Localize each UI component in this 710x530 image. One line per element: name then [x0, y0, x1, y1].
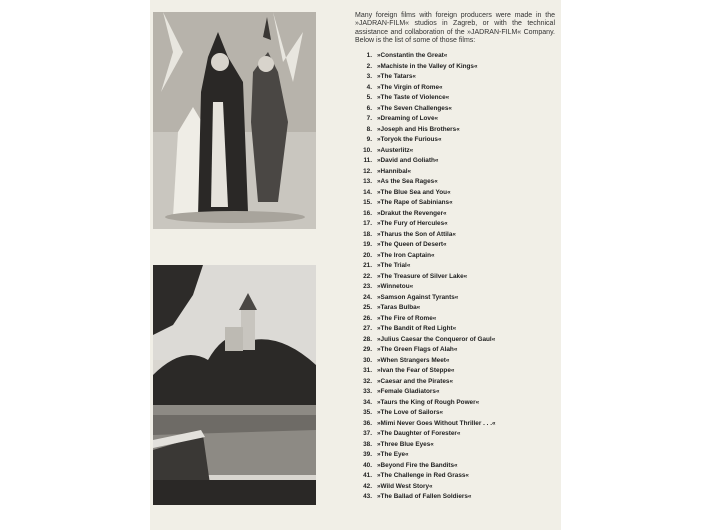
film-title: »Ivan the Fear of Steppe« — [377, 367, 455, 374]
film-list-item — [357, 219, 557, 230]
film-number: 32. — [363, 377, 372, 385]
film-list — [357, 51, 557, 503]
film-list-item — [357, 198, 557, 209]
film-title: »The Eye« — [377, 451, 409, 458]
film-list-item — [357, 461, 557, 472]
film-title: »The Trial« — [377, 262, 411, 269]
film-number: 18. — [363, 230, 372, 238]
film-number: 28. — [363, 335, 372, 343]
film-title: »The Challenge in Red Grass« — [377, 472, 469, 479]
film-list-item — [357, 324, 557, 335]
film-number: 30. — [363, 356, 372, 364]
film-list-item — [357, 104, 557, 115]
film-number: 23. — [363, 283, 372, 290]
film-list-item — [357, 408, 557, 419]
film-title: »David and Goliath« — [377, 157, 439, 164]
film-list-item — [357, 398, 557, 409]
costume-illustration-image — [153, 12, 316, 229]
film-list-item — [357, 146, 557, 157]
film-title: »The Rape of Sabinians« — [377, 199, 453, 206]
film-title: »Caesar and the Pirates« — [377, 377, 454, 385]
film-title: »The Taste of Violence« — [377, 94, 450, 101]
film-title: »Drakut the Revenger« — [377, 209, 447, 217]
film-list-item — [357, 356, 557, 367]
film-list-item — [357, 93, 557, 104]
film-title: »The Queen of Desert« — [377, 241, 447, 248]
film-title: »Joseph and His Brothers« — [377, 125, 460, 133]
film-list-item — [357, 293, 557, 304]
film-title: »The Green Flags of Alah« — [377, 346, 458, 353]
film-title: »The Seven Challenges« — [377, 104, 452, 112]
film-title: »As the Sea Rages« — [377, 178, 438, 185]
film-number: 41. — [363, 472, 372, 479]
film-title: »The Daughter of Forester« — [377, 430, 461, 437]
film-title: »Three Blue Eyes« — [377, 440, 434, 448]
film-number: 3. — [366, 73, 372, 80]
film-title: »Tharus the Son of Attila« — [377, 230, 456, 238]
film-number: 27. — [363, 325, 372, 332]
film-list-item — [357, 209, 557, 220]
film-list-item — [357, 471, 557, 482]
film-number: 5. — [366, 94, 372, 101]
film-number: 29. — [363, 346, 372, 353]
film-number: 20. — [363, 251, 372, 259]
film-list-item — [357, 314, 557, 325]
film-number: 17. — [363, 220, 372, 227]
film-number: 6. — [366, 104, 372, 112]
film-list-item — [357, 114, 557, 125]
film-number: 13. — [363, 178, 372, 185]
film-list-item — [357, 240, 557, 251]
film-title: »Mimi Never Goes Without Thriller . . .« — [377, 419, 496, 427]
film-number: 42. — [363, 482, 372, 490]
film-list-item — [357, 62, 557, 73]
film-list-item — [357, 366, 557, 377]
film-number: 25. — [363, 304, 372, 311]
film-list-item — [357, 177, 557, 188]
film-list-item — [357, 135, 557, 146]
film-number: 2. — [366, 62, 372, 70]
film-title: »Toryok the Furious« — [377, 136, 442, 143]
film-number: 34. — [363, 398, 372, 406]
film-list-item — [357, 272, 557, 283]
film-number: 36. — [363, 419, 372, 427]
film-title: »Female Gladiators« — [377, 388, 440, 395]
film-title: »The Iron Captain« — [377, 251, 435, 259]
film-list-item — [357, 230, 557, 241]
film-title: »The Ballad of Fallen Soldiers« — [377, 493, 472, 500]
film-list-item — [357, 482, 557, 493]
film-list-item — [357, 125, 557, 136]
film-number: 33. — [363, 388, 372, 395]
castle-landscape-photo — [153, 265, 316, 505]
film-title: »The Fury of Hercules« — [377, 220, 448, 227]
film-list-item — [357, 261, 557, 272]
film-title: »Taurs the King of Rough Power« — [377, 398, 480, 406]
film-number: 9. — [366, 136, 372, 143]
film-title: »Wild West Story« — [377, 482, 433, 490]
film-title: »Beyond Fire the Bandits« — [377, 461, 458, 469]
film-title: »The Treasure of Silver Lake« — [377, 272, 468, 280]
film-title: »Winnetou« — [377, 283, 414, 290]
film-number: 31. — [363, 367, 372, 374]
film-title: »Hannibal« — [377, 167, 412, 175]
film-list-item — [357, 167, 557, 178]
castle-landscape-image — [153, 265, 316, 505]
film-list-item — [357, 429, 557, 440]
film-list-item — [357, 156, 557, 167]
film-list-item — [357, 72, 557, 83]
film-title: »The Blue Sea and You« — [377, 188, 451, 196]
film-number: 24. — [363, 293, 372, 301]
film-list-item — [357, 188, 557, 199]
film-number: 10. — [363, 146, 372, 154]
film-number: 14. — [363, 188, 372, 196]
film-number: 1. — [366, 52, 372, 59]
film-number: 19. — [363, 241, 372, 248]
film-number: 12. — [363, 167, 372, 175]
film-number: 38. — [363, 440, 372, 448]
film-number: 43. — [363, 493, 372, 500]
film-list-item — [357, 251, 557, 262]
film-list-item — [357, 387, 557, 398]
film-title: »Machiste in the Valley of Kings« — [377, 62, 478, 70]
film-number: 15. — [363, 199, 372, 206]
film-list-item — [357, 51, 557, 62]
film-title: »Austerlitz« — [377, 146, 414, 154]
costume-illustration-photo — [153, 12, 316, 229]
film-number: 35. — [363, 409, 372, 416]
film-title: »When Strangers Meet« — [377, 356, 450, 364]
film-list-item — [357, 335, 557, 346]
film-list-item — [357, 440, 557, 451]
film-title: »Taras Bulba« — [377, 304, 421, 311]
film-number: 7. — [366, 115, 372, 122]
film-number: 21. — [363, 262, 372, 269]
film-title: »The Love of Sailors« — [377, 409, 444, 416]
film-title: »Dreaming of Love« — [377, 115, 439, 122]
film-number: 39. — [363, 451, 372, 458]
film-title: »Julius Caesar the Conqueror of Gaul« — [377, 335, 496, 343]
film-number: 26. — [363, 314, 372, 322]
film-title: »The Tatars« — [377, 73, 416, 80]
intro-paragraph: Many foreign films with foreign producers were made in the »JADRAN-FILM« studios in Zagreb, or with the technical assistance and collaboration of the »JADRAN-FILM« Company. Below is the list of some of those films: — [355, 12, 555, 45]
film-title: »Constantin the Great« — [377, 52, 448, 59]
film-number: 16. — [363, 209, 372, 217]
film-title: »The Fire of Rome« — [377, 314, 437, 322]
film-list-item — [357, 303, 557, 314]
film-title: »The Virgin of Rome« — [377, 83, 443, 91]
film-number: 8. — [366, 125, 372, 133]
film-number: 22. — [363, 272, 372, 280]
film-title: »The Bandit of Red Light« — [377, 325, 457, 332]
film-list-item — [357, 345, 557, 356]
film-number: 37. — [363, 430, 372, 437]
film-number: 4. — [366, 83, 372, 91]
film-list-item — [357, 450, 557, 461]
film-list-item — [357, 492, 557, 503]
film-title: »Samson Against Tyrants« — [377, 293, 459, 301]
film-list-item — [357, 282, 557, 293]
film-list-item — [357, 83, 557, 94]
film-list-item — [357, 377, 557, 388]
film-list-item — [357, 419, 557, 430]
film-number: 11. — [363, 157, 372, 164]
film-number: 40. — [363, 461, 372, 469]
